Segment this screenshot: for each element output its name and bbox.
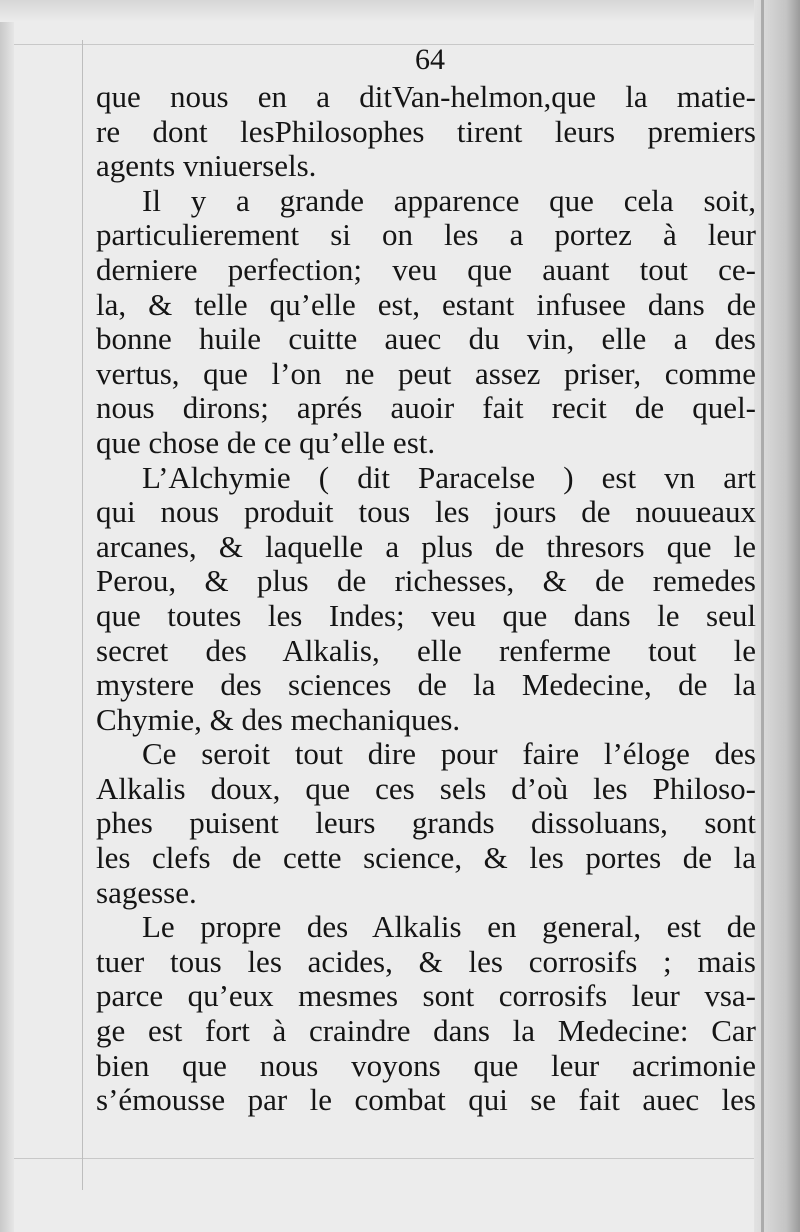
text-line: particulierement si on les a portez à leur (96, 217, 756, 253)
text-line: que chose de ce qu’elle est. (96, 424, 436, 460)
paragraph (96, 737, 756, 910)
text-line: Ce seroit tout dire pour faire l’éloge des (142, 736, 756, 772)
text-line: sagesse. (96, 874, 197, 910)
text-line: ge est fort à craindre dans la Medecine: Car (96, 1013, 756, 1049)
text-line: arcanes, & laquelle a plus de thresors que le (96, 528, 756, 564)
text-line: qui nous produit tous les jours de nouueaux (96, 494, 756, 530)
page-text (96, 44, 756, 1118)
text-line: derniere perfection; veu que auant tout ce- (96, 251, 756, 287)
text-line: agents vniuersels. (96, 148, 317, 184)
text-line: phes puisent leurs grands dissoluans, sont (96, 805, 756, 841)
text-line: Il y a grande apparence que cela soit, (142, 182, 756, 218)
text-line: parce qu’eux mesmes sont corrosifs leur vsa- (96, 978, 756, 1014)
text-line: que toutes les Indes; veu que dans le seul (96, 597, 756, 633)
text-line: nous dirons; aprés auoir fait recit de quel- (96, 390, 756, 426)
left-margin-rule (82, 40, 83, 1190)
page-fold-line (761, 0, 764, 1232)
paragraph (96, 80, 756, 184)
text-line: L’Alchymie ( dit Paracelse ) est vn art (142, 459, 756, 495)
text-line: les clefs de cette science, & les portes de la (96, 840, 756, 876)
text-line: re dont lesPhilosophes tirent leurs premiers (96, 113, 756, 149)
page-top-shadow (0, 0, 800, 22)
text-line: Perou, & plus de richesses, & de remedes (96, 563, 756, 599)
paragraph (96, 184, 756, 461)
bottom-margin-rule (14, 1158, 754, 1159)
paragraph (96, 910, 756, 1118)
text-line: vertus, que l’on ne peut assez priser, comme (96, 355, 756, 391)
text-line: tuer tous les acides, & les corrosifs ; mais (96, 943, 756, 979)
text-line: s’émousse par le combat qui se fait auec les (96, 1082, 756, 1118)
text-line: Alkalis doux, que ces sels d’où les Philoso- (96, 770, 756, 806)
text-line: bien que nous voyons que leur acrimonie (96, 1047, 756, 1083)
text-line: Le propre des Alkalis en general, est de (142, 909, 756, 945)
text-line: que nous en a ditVan-helmon,que la matie- (96, 79, 756, 114)
page-left-edge (0, 0, 14, 1232)
text-line: secret des Alkalis, elle renferme tout le (96, 632, 756, 668)
text-line: mystere des sciences de la Medecine, de la (96, 667, 756, 703)
text-line: bonne huile cuitte auec du vin, elle a des (96, 321, 756, 357)
paragraph-list (96, 80, 756, 1118)
page-number: 64 (415, 43, 445, 76)
text-line: Chymie, & des mechaniques. (96, 701, 461, 737)
paragraph (96, 461, 756, 738)
text-line: la, & telle qu’elle est, estant infusee dans de (96, 286, 756, 322)
